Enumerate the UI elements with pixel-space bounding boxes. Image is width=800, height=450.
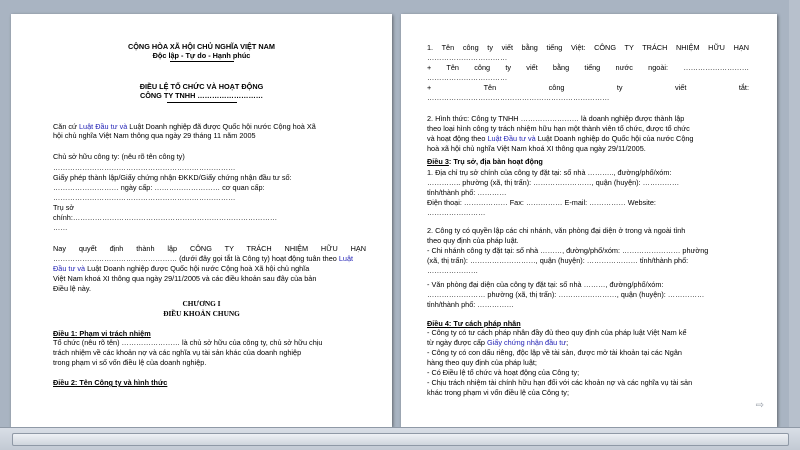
decision-line-2 xyxy=(53,254,353,263)
article-4-line-1: - Công ty có tư cách pháp nhân đầy đủ theo quy định của pháp luật Việt Nam kể xyxy=(427,328,687,337)
article-1-line-3: trong phạm vi số vốn điều lệ của doanh nghiệp. xyxy=(53,358,207,367)
article-4-line-5: - Có Điều lệ tổ chức và hoạt động của Công ty; xyxy=(427,368,580,377)
investment-law-link[interactable]: Luật Đầu tư và xyxy=(78,122,128,131)
name-foreign-blank: …………………………… xyxy=(427,73,508,82)
vertical-scrollbar[interactable] xyxy=(789,0,800,427)
form-text-cont: Luật Doanh nghiệp do Quốc hội của nước Cộng xyxy=(535,134,694,143)
name-vi-line: 1. Tên công ty viết bằng tiếng Việt: CÔNG TY TRÁCH NHIỆM HỮU HẠN xyxy=(427,43,749,52)
article-2-title: Điều 2: Tên Công ty và hình thức xyxy=(53,378,168,387)
investment-link[interactable]: Đầu tư và xyxy=(53,264,86,273)
form-text: và hoạt động theo xyxy=(427,134,488,143)
national-title: CỘNG HÒA XÃ HỘI CHỦ NGHĨA VIỆT NAM xyxy=(127,42,276,51)
article-1-line-2: trách nhiệm về các khoản nợ và các nghĩa vụ tài sản khác của doanh nghiệp xyxy=(53,348,302,357)
article-3-line-1: 1. Địa chỉ trụ sở chính của công ty đặt tại: số nhà ……….., đường/phố/xóm: xyxy=(427,168,672,177)
name-vi-blank: …………………………… xyxy=(427,53,508,62)
head-office-line: chính:………………………………………………………………………… xyxy=(53,213,278,222)
charter-title: ĐIỀU LỆ TỔ CHỨC VÀ HOẠT ĐỘNG xyxy=(139,82,264,91)
decision-text-cont: Luật Doanh nghiệp được Quốc hội nước Cộng hoà Xã hội chủ nghĩa xyxy=(85,264,310,273)
investment-law-link-right[interactable]: Luật Đầu tư và xyxy=(487,134,536,143)
article-3-branch-right-cont: theo quy định của pháp luật. xyxy=(427,236,519,245)
owner-blank: ………………………………………………………………… xyxy=(53,163,236,172)
motto-underline xyxy=(170,61,234,62)
article-4-line-7: khác trong phạm vi vốn điều lệ của Công ty; xyxy=(427,388,569,397)
branch-address-line-2: (xã, thị trấn): ………………………, quận (huyện): ………………… tỉnh/thành phố: xyxy=(427,256,689,265)
article-4-title: Điều 4: Tư cách pháp nhân xyxy=(427,319,521,328)
head-office-cont: …… xyxy=(53,223,68,232)
chapter-number: CHƯƠNG I xyxy=(182,299,221,308)
name-foreign-line: + Tên công ty viết bằng tiếng nước ngoài: ……………………… xyxy=(427,63,749,72)
office-address-line-1: - Văn phòng đại diện của công ty đặt tại: số nhà ………, đường/phố/xóm: xyxy=(427,280,664,289)
license-blank: ………………………………………………………………… xyxy=(53,193,236,202)
chapter-title: ĐIỀU KHOẢN CHUNG xyxy=(163,309,240,318)
decision-line-1: Nay quyết định thành lập CÔNG TY TRÁCH NHIỆM HỮU HẠN xyxy=(53,244,366,253)
article-4-punct: ; xyxy=(566,338,569,347)
legal-basis-line-2: hội chủ nghĩa Việt Nam thông qua ngày 29 tháng 11 năm 2005 xyxy=(53,131,256,140)
form-line-3 xyxy=(427,134,694,143)
legal-basis-line-1 xyxy=(53,122,316,131)
article-4-line-3: - Công ty có con dấu riêng, độc lập về tài sản, được mở tài khoản tại các Ngân xyxy=(427,348,682,357)
article-4-text: từ ngày được cấp xyxy=(427,338,487,347)
article-3-branch-right: 2. Công ty có quyền lập các chi nhánh, văn phòng đại diện ở trong và ngoài tỉnh xyxy=(427,226,686,235)
article-4-line-2 xyxy=(427,338,568,347)
license-label: Giấy phép thành lập/Giấy chứng nhận ĐKKD/Giấy chứng nhận đầu tư số: xyxy=(53,173,292,182)
decision-text: …………………………………………… (dưới đây gọi tắt là Công ty) hoạt động tuân theo xyxy=(53,254,339,263)
document-page-right xyxy=(401,14,777,427)
form-line-2: theo loại hình công ty trách nhiệm hữu hạn một thành viên tổ chức, được tổ chức xyxy=(427,124,690,133)
horizontal-scroll-thumb[interactable] xyxy=(12,433,789,446)
article-1-title: Điều 1: Phạm vi trách nhiệm xyxy=(53,329,151,338)
national-motto: Độc lập - Tự do - Hạnh phúc xyxy=(152,51,251,60)
investment-certificate-link[interactable]: Giấy chứng nhận đầu tư xyxy=(487,338,567,347)
name-abbr-blank: ………………………………………………………………… xyxy=(427,93,610,102)
office-address-line-2: …………………… phường (xã, thị trấn): ……………………, quận (huyện): …………… xyxy=(427,290,705,299)
article-3-title: : Trụ sở, địa bàn hoạt động xyxy=(448,157,543,166)
legal-basis-text-cont: Luật Doanh nghiệp đã được Quốc hội nước Cộng hoà Xã xyxy=(127,122,316,131)
article-1-line-1: Tổ chức (nêu rõ tên) …………………… là chủ sở hữu của công ty, chủ sở hữu chịu xyxy=(53,338,323,347)
horizontal-scrollbar[interactable] xyxy=(0,427,800,450)
form-line-4: hoà xã hội chủ nghĩa Việt Nam khoá XI thông qua ngày 29/11/2005. xyxy=(427,144,646,153)
branch-address-line-1: - Chi nhánh công ty đặt tại: số nhà ………, đường/phố/xóm: …………………… phường xyxy=(427,246,709,255)
law-link[interactable]: Luật xyxy=(338,254,354,263)
license-date-line: ……………………… ngày cấp: ……………………… cơ quan cấp: xyxy=(53,183,265,192)
company-title: CÔNG TY TNHH ……………………… xyxy=(139,91,264,100)
article-3-contact-blank: …………………… xyxy=(427,208,486,217)
decision-line-5: Điều lệ này. xyxy=(53,284,91,293)
article-4-line-6: - Chịu trách nhiệm tài chính hữu hạn đối với các khoản nợ và các nghĩa vụ tài sản xyxy=(427,378,693,387)
decision-line-4: Việt Nam khoá XI thông qua ngày 29/11/2005 và các điều khoản sau đây của bản xyxy=(53,274,317,283)
article-1-heading xyxy=(53,329,151,338)
article-2-heading xyxy=(53,378,167,387)
form-line-1: 2. Hình thức: Công ty TNHH …………………… là doanh nghiệp được thành lập xyxy=(427,114,685,123)
article-3-heading xyxy=(427,157,543,166)
article-3-number: Điều 3 xyxy=(427,157,449,166)
branch-address-line-3: ………………… xyxy=(427,266,479,275)
office-address-line-3: tỉnh/thành phố: …………… xyxy=(427,300,514,309)
scroll-arrow-icon[interactable]: ⇨ xyxy=(755,400,764,411)
decision-line-3 xyxy=(53,264,309,273)
article-3-contact-line: Điện thoại: ……………… Fax: …………… E-mail: …………… Website: xyxy=(427,198,656,207)
article-4-line-4: hàng theo quy định của pháp luật; xyxy=(427,358,537,367)
head-office-label: Trụ sở xyxy=(53,203,75,212)
legal-basis-text: Căn cứ xyxy=(53,122,79,131)
document-page-left xyxy=(11,14,392,427)
owner-label: Chủ sở hữu công ty: (nêu rõ tên công ty) xyxy=(53,152,185,161)
title-underline xyxy=(167,102,237,103)
article-3-line-2: ………….. phường (xã, thị trấn): ……………………, quận (huyện): …………… xyxy=(427,178,680,187)
name-abbr-line: + Tên công ty viết tắt: xyxy=(427,83,749,92)
article-4-heading xyxy=(427,319,521,328)
article-3-line-3: tỉnh/thành phố: ………… xyxy=(427,188,507,197)
